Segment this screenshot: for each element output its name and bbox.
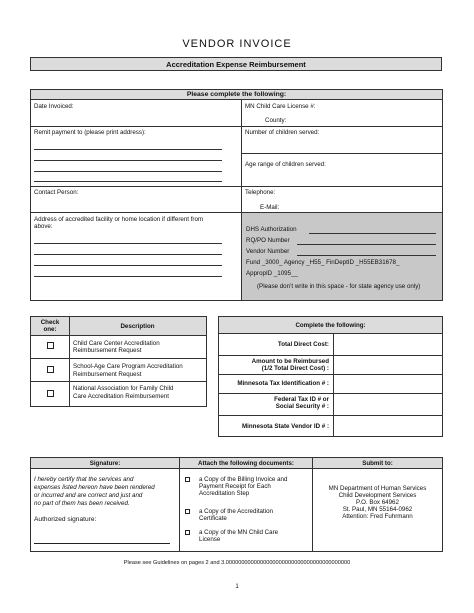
children-served-label: Number of children served: [245,129,320,136]
signature-header: Signature: [89,460,121,467]
dhs-auth-label: DHS Authorization [246,226,297,233]
service-item-label: National Association for Family Child [73,385,174,392]
mn-tax-id-label: Minnesota Tax Identification # : [237,380,329,387]
submit-header: Submit to: [362,460,393,467]
subtitle-banner: Accreditation Expense Reimbursement [30,57,442,71]
document-item-label: a Copy of the Accreditation [199,508,273,515]
remit-label: Remit payment to (please print address): [34,129,146,136]
checkbox-accreditation-certificate[interactable] [185,509,190,514]
address-label-2: above: [34,223,53,230]
fund-line: Fund _3000_ Agency _H55_ FinDeptID _H55EB31678_ [246,259,400,266]
rq-po-label: RQ/PO Number [246,237,290,244]
appropid-line: AppropID _1095__ [246,270,298,277]
rq-po-line[interactable] [297,244,436,245]
document-item-label: a Copy of the MN Child Care [199,529,279,536]
document-item-label: Payment Receipt for Each [199,483,271,490]
vendor-number-line[interactable] [297,255,436,256]
state-vendor-id-label: Minnesota State Vendor ID # : [242,423,329,430]
submit-address-line: MN Department of Human Services [328,485,427,492]
info-header: Please complete the following: [31,90,442,100]
footer-note: Please see Guidelines on pages 2 and 3.0000000000000000000000000000000000000000 [123,560,351,566]
address-label: Address of accredited facility or home location if different from [34,216,204,223]
service-item-label: School-Age Care Program Accreditation [73,363,183,370]
service-item-label: Child Care Center Accreditation [73,340,160,347]
document-item-label: Accreditation Step [199,490,250,497]
signature-box [30,457,180,552]
row-sep [31,126,442,127]
authorized-signature-label: Authorized signature: [34,516,97,523]
contact-label: Contact Person: [34,189,79,196]
row-sep [219,355,442,356]
certify-text: I hereby certify that the services and [34,476,134,483]
document-item-label: Certificate [199,515,227,522]
certify-text: expenses listed hereon have been rendered [34,484,155,491]
state-note: (Please don’t write in this space - for state agency use only) [257,283,421,290]
dhs-auth-line[interactable] [309,233,436,234]
page-title: VENDOR INVOICE [182,38,292,50]
services-table [30,316,207,407]
vendor-number-label: Vendor Number [246,248,290,255]
submit-address-line: Child Development Services [338,492,417,499]
documents-box [180,457,313,552]
checkbox-school-age[interactable] [47,366,54,373]
date-invoiced-label: Date Invoiced: [34,103,74,110]
submit-address-line: P.O. Box 64962 [356,499,399,506]
federal-tax-label: Federal Tax ID # or [274,396,329,403]
service-item-label: Reimbursement Request [73,371,142,378]
age-range-label: Age range of children served: [245,161,326,168]
row-sep [219,415,442,416]
county-label: County: [265,117,287,124]
check-header-2: one: [43,326,57,333]
federal-tax-label-2: Social Security # : [275,403,329,410]
address-line[interactable] [34,276,222,277]
remit-line[interactable] [34,149,222,150]
totals-table [218,316,443,437]
certify-text: no part of them has been received. [34,500,130,507]
submit-address-line: Attention: Fred Fuhrmann [342,513,413,520]
document-item-label: License [199,536,221,543]
address-line[interactable] [34,254,222,255]
telephone-label: Telephone: [245,189,276,196]
checkbox-billing-invoice[interactable] [185,477,190,482]
total-direct-cost-label: Total Direct Cost: [277,341,329,348]
page-number: 1 [235,584,239,590]
email-label: E-Mail: [260,204,280,211]
signature-line[interactable] [34,543,170,544]
totals-col-divider [333,334,334,436]
check-header: Check [40,319,60,326]
row-sep [31,381,206,382]
reimbursed-label: Amount to be Reimbursed [251,358,329,365]
remit-line[interactable] [34,171,222,172]
address-line[interactable] [34,243,222,244]
certify-text: or incurred and are correct and just and [34,492,143,499]
state-use-area [242,213,442,300]
totals-header: Complete the following: [295,322,366,329]
submit-box [313,457,443,552]
remit-line[interactable] [34,181,222,182]
submit-address-line: St. Paul, MN 55164-0962 [342,506,413,513]
documents-header: Attach the following documents: [198,460,294,467]
service-item-label: Care Accreditation Reimbursement [73,393,169,400]
row-sep [241,153,442,154]
info-box [30,89,443,301]
license-label: MN Child Care License #: [245,103,316,110]
row-sep [31,358,206,359]
row-sep [219,374,442,375]
checkbox-family-child-care[interactable] [47,390,54,397]
row-sep [31,186,442,187]
address-line[interactable] [34,265,222,266]
service-item-label: Reimbursement Request [73,347,142,354]
checkbox-child-care-license[interactable] [185,530,190,535]
reimbursed-label-2: (1/2 Total Direct Cost) : [261,365,329,372]
row-sep [219,393,442,394]
checkbox-center-accreditation[interactable] [47,342,54,349]
document-item-label: a Copy of the Billing Invoice and [199,476,288,483]
remit-line[interactable] [34,160,222,161]
description-header: Description [120,323,155,330]
